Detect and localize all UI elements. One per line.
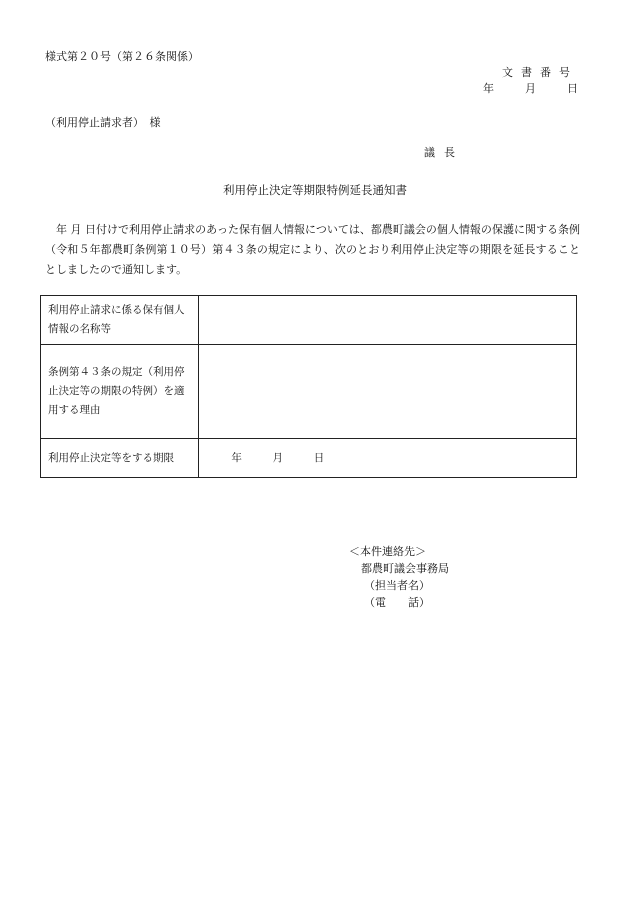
date-day: 日 <box>567 82 578 95</box>
row-label-deadline: 利用停止決定等をする期限 <box>41 439 199 478</box>
contact-heading: ＜本件連絡先＞ <box>349 545 426 558</box>
body-text: 年 月 日付けで利用停止請求のあった保有個人情報については、都農町議会の個人情報の保護に関する条例（令和５年都農町条例第１０号）第４３条の規定により、次のとおり利用停止決定等の期限を延長することとしましたので通知します。 <box>45 223 580 276</box>
info-table <box>40 295 577 478</box>
sender: 議長 <box>424 146 464 159</box>
date-month: 月 <box>525 82 536 95</box>
document-title: 利用停止決定等期限特例延長通知書 <box>223 183 407 197</box>
row-value-reason <box>199 345 577 439</box>
period-day: 日 <box>313 451 325 464</box>
table-row <box>41 439 577 478</box>
contact-office: 都農町議会事務局 <box>361 562 449 575</box>
period-month: 月 <box>272 451 284 464</box>
row-value-deadline <box>199 439 577 478</box>
period-year: 年 <box>231 451 242 464</box>
table-row <box>41 345 577 439</box>
contact-person: （担当者名） <box>364 579 430 592</box>
row-value-info-name <box>199 296 577 345</box>
document-date <box>483 80 578 96</box>
document-number-label: 文書番号 <box>502 66 578 79</box>
contact-phone: （電 話） <box>364 596 430 609</box>
date-year: 年 <box>483 82 494 95</box>
contact-block <box>349 543 449 611</box>
row-label-reason: 条例第４３条の規定（利用停止決定等の期限の特例）を適用する理由 <box>41 345 199 439</box>
table-row <box>41 296 577 345</box>
recipient: （利用停止請求者） 様 <box>45 116 161 129</box>
form-number: 様式第２０号（第２６条関係） <box>45 50 199 63</box>
row-label-info-name: 利用停止請求に係る保有個人情報の名称等 <box>41 296 199 345</box>
